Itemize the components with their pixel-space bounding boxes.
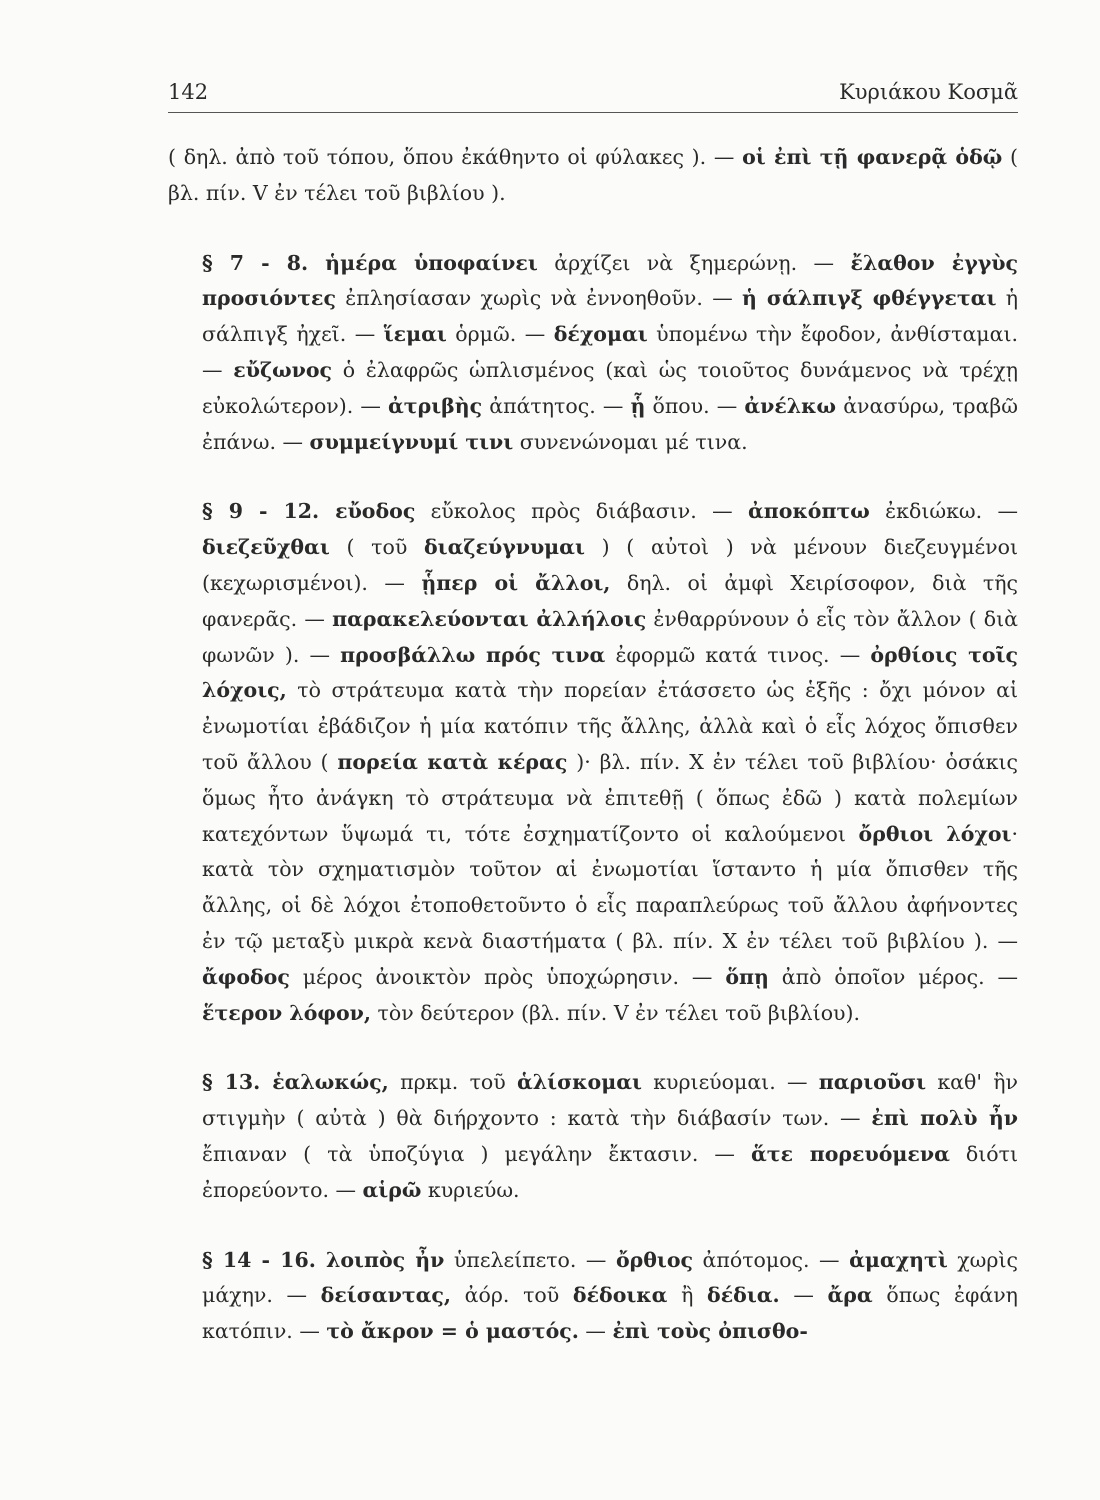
gloss-text: εὔκολος πρὸς διάβασιν. — [415,499,748,524]
lemma-term: ἐπὶ πολὺ ἦν [871,1106,1018,1131]
lemma-term: αἱρῶ [362,1177,422,1202]
gloss-text: τὸν δεύτερον (βλ. πίν. V ἐν τέλει τοῦ βιβλίου). [371,1000,861,1025]
lemma-term: τὸ ἄκρον = ὁ μαστός. [326,1319,579,1344]
commentary-paragraph [168,1065,1018,1208]
lemma-term: ὅπῃ [725,964,769,989]
gloss-text: ἀπάτητος. — [482,393,631,418]
lemma-term: ὄρθιος [615,1247,694,1272]
lemma-term: ἄρα [827,1283,873,1308]
lemma-term: οἱ ἐπὶ τῇ φανερᾷ ὁδῷ [742,145,1003,169]
lemma-term: ἀνέλκω [744,393,837,418]
gloss-text: ) ( αὐτοὶ ) νὰ μένουν διεζευγμένοι (κεχωρισμένοι). — [202,535,1019,595]
gloss-text: ἀρχίζει νὰ ξημερώνῃ. — [537,250,851,275]
lemma-term: ἡ σάλπιγξ φθέγγεται [742,286,997,311]
gloss-text: · κατὰ τὸν σχηματισμὸν τοῦτον αἱ ἐνωμοτίαι ἵσταντο ἡ μία ὄπισθεν τῆς ἄλλης, οἱ δὲ λόχοι ἐτοποθετοῦντο ὁ εἷς παραπλεύρως τοῦ ἄλλου ἀφήνοντες ἐν τῷ μεταξὺ μικρὰ κενὰ διαστήματα ( βλ. πίν. Χ ἐν τέλει τοῦ βιβλίου ). — [202,821,1018,953]
gloss-text: τὸ στράτευμα κατὰ τὴν πορείαν ἐτάσσετο ὡς ἑξῆς : ὄχι μόνον αἱ ἐνωμοτίαι ἐβάδιζον ἡ μία κατόπιν τῆς ἄλλης, ἀλλὰ καὶ ὁ εἷς λόχος ὄπισθεν τοῦ ἄλλου ( [202,678,1018,774]
lemma-term: § 9 - 12. [202,499,336,524]
lemma-term: παριοῦσι [818,1070,927,1095]
gloss-text: ὁ ἐλαφρῶς ὡπλισμένος (καὶ ὡς τοιοῦτος δυνάμενος νὰ τρέχῃ εὐκολώτερον). — [202,357,1018,418]
lemma-term: πορεία κατὰ κέρας [337,749,568,774]
gloss-text: ἐκδιώκω. — [869,499,1018,524]
lemma-term: λοιπὸς ἦν [325,1247,445,1272]
lemma-term: ᾗ [630,393,646,418]
lemma-term: δέδια. [707,1283,780,1308]
gloss-text: ἀπότομος. — [693,1247,850,1272]
lemma-term: εὔζωνος [233,357,332,382]
gloss-text: συνενώνομαι μέ τινα. [513,429,748,454]
gloss-text: ὑπελείπετο. — [444,1247,616,1272]
page-number: 142 [168,80,209,104]
lemma-term: δείσαντας, [320,1283,452,1308]
lemma-term: ἁλίσκομαι [517,1070,642,1095]
lemma-term: εὔοδος [335,499,416,524]
gloss-text: ἔπιαναν ( τὰ ὑποζύγια ) μεγάλην ἔκτασιν. — [202,1141,751,1166]
lemma-term: ἀτριβὴς [388,393,483,418]
lemma-term: ἑαλωκώς, [272,1070,389,1095]
gloss-text: ὁρμῶ. — [446,322,554,347]
gloss-text: ἡ σάλπιγξ ἠχεῖ. — [202,286,1018,347]
gloss-text: — [779,1283,828,1308]
gloss-text: μέρος ἀνοικτὸν πρὸς ὑποχώρησιν. — [289,964,726,989]
lemma-term: συμμείγνυμί τινι [309,429,514,454]
gloss-text: ἀπὸ ὁποῖον μέρος. — [768,964,1019,989]
lemma-term: ὄρθιοι λόχοι [858,821,1012,846]
lemma-term: προσβάλλω πρός τινα [340,642,606,667]
lemma-term: δέχομαι [553,322,648,347]
gloss-text: ( δηλ. ἀπὸ τοῦ τόπου, ὅπου ἐκάθηντο οἱ φύλακες ). — [168,145,743,169]
gloss-text: ἐπλησίασαν χωρὶς νὰ ἐννοηθοῦν. — [335,286,743,311]
lemma-term: διεζεῦχθαι [202,535,330,560]
gloss-text: — [578,1319,613,1344]
running-title: Κυριάκου Κοσμᾶ [839,80,1018,104]
gloss-text: ἢ [667,1283,708,1308]
gloss-text: ( τοῦ [329,535,424,560]
gloss-text: ὑπομένω τὴν ἔφοδον, ἀνθίσταμαι. — [202,322,1019,382]
gloss-text: ὅπως ἐφάνη κατόπιν. — [202,1283,1018,1344]
commentary-paragraph [168,140,1018,212]
gloss-text: διότι ἐπορεύοντο. — [202,1141,1018,1202]
page-header [168,74,1018,113]
lemma-term: ἅτε πορευόμενα [751,1141,950,1166]
lemma-term: § 14 - 16. [202,1247,326,1272]
lemma-term: ἡμέρα ὑποφαίνει [325,250,538,275]
gloss-text: χωρὶς μάχην. — [202,1247,1018,1308]
gloss-text: ὅπου. — [645,393,745,418]
lemma-term: § 7 - 8. [202,250,326,275]
commentary-body [168,140,1018,1350]
gloss-text: κυριεύω. [421,1177,520,1202]
commentary-paragraph [168,494,1018,1031]
gloss-text: ἀνασύρω, τραβῶ ἐπάνω. — [202,393,1019,454]
gloss-text: ἐνθαρρύνουν ὁ εἷς τὸν ἄλλον ( διὰ φωνῶν ). — [202,606,1018,667]
gloss-text: )· βλ. πίν. Χ ἐν τέλει τοῦ βιβλίου· ὁσάκις ὅμως ἦτο ἀνάγκη τὸ στράτευμα νὰ ἐπιτεθῇ ( ὅπως ἐδῶ ) κατὰ πολεμίων κατεχόντων ὕψωμά τι, τότε ἐσχηματίζοντο οἱ καλούμενοι [202,749,1019,846]
lemma-term: ἔλαθον ἐγγὺς προσιόντες [202,250,1018,311]
lemma-term: ἀμαχητὶ [849,1247,948,1272]
gloss-text: καθ' ἣν στιγμὴν ( αὐτὰ ) θὰ διήρχοντο : κατὰ τὴν διάβασίν των. — [202,1070,1018,1131]
lemma-term: παρακελεύονται ἀλλήλοις [332,606,647,631]
gloss-text: ( βλ. πίν. V ἐν τέλει τοῦ βιβλίου ). [168,145,1019,205]
commentary-paragraph [168,246,1018,461]
gloss-text: δηλ. οἱ ἀμφὶ Χειρίσοφον, διὰ τῆς φανερᾶς. — [202,570,1018,631]
lemma-term: ἀποκόπτω [747,499,870,524]
gloss-text: ἀόρ. τοῦ [451,1283,573,1308]
lemma-term: διαζεύγνυμαι [424,535,585,560]
lemma-term: ἄφοδος [202,964,290,989]
gloss-text: πρκμ. τοῦ [388,1070,517,1095]
lemma-term: ᾗπερ οἱ ἄλλοι, [421,570,611,595]
lemma-term: δέδοικα [572,1283,668,1308]
gloss-text: ἐφορμῶ κατά τινος. — [605,642,871,667]
lemma-term: ὀρθίοις τοῖς λόχοις, [202,642,1018,703]
lemma-term: ἕτερον λόφον, [202,1000,372,1025]
lemma-term: ἐπὶ τοὺς ὀπισθο- [612,1319,808,1344]
gloss-text: κυριεύομαι. — [641,1070,819,1095]
commentary-paragraph [168,1243,1018,1350]
lemma-term: ἵεμαι [383,322,447,347]
lemma-term: § 13. [202,1070,273,1095]
